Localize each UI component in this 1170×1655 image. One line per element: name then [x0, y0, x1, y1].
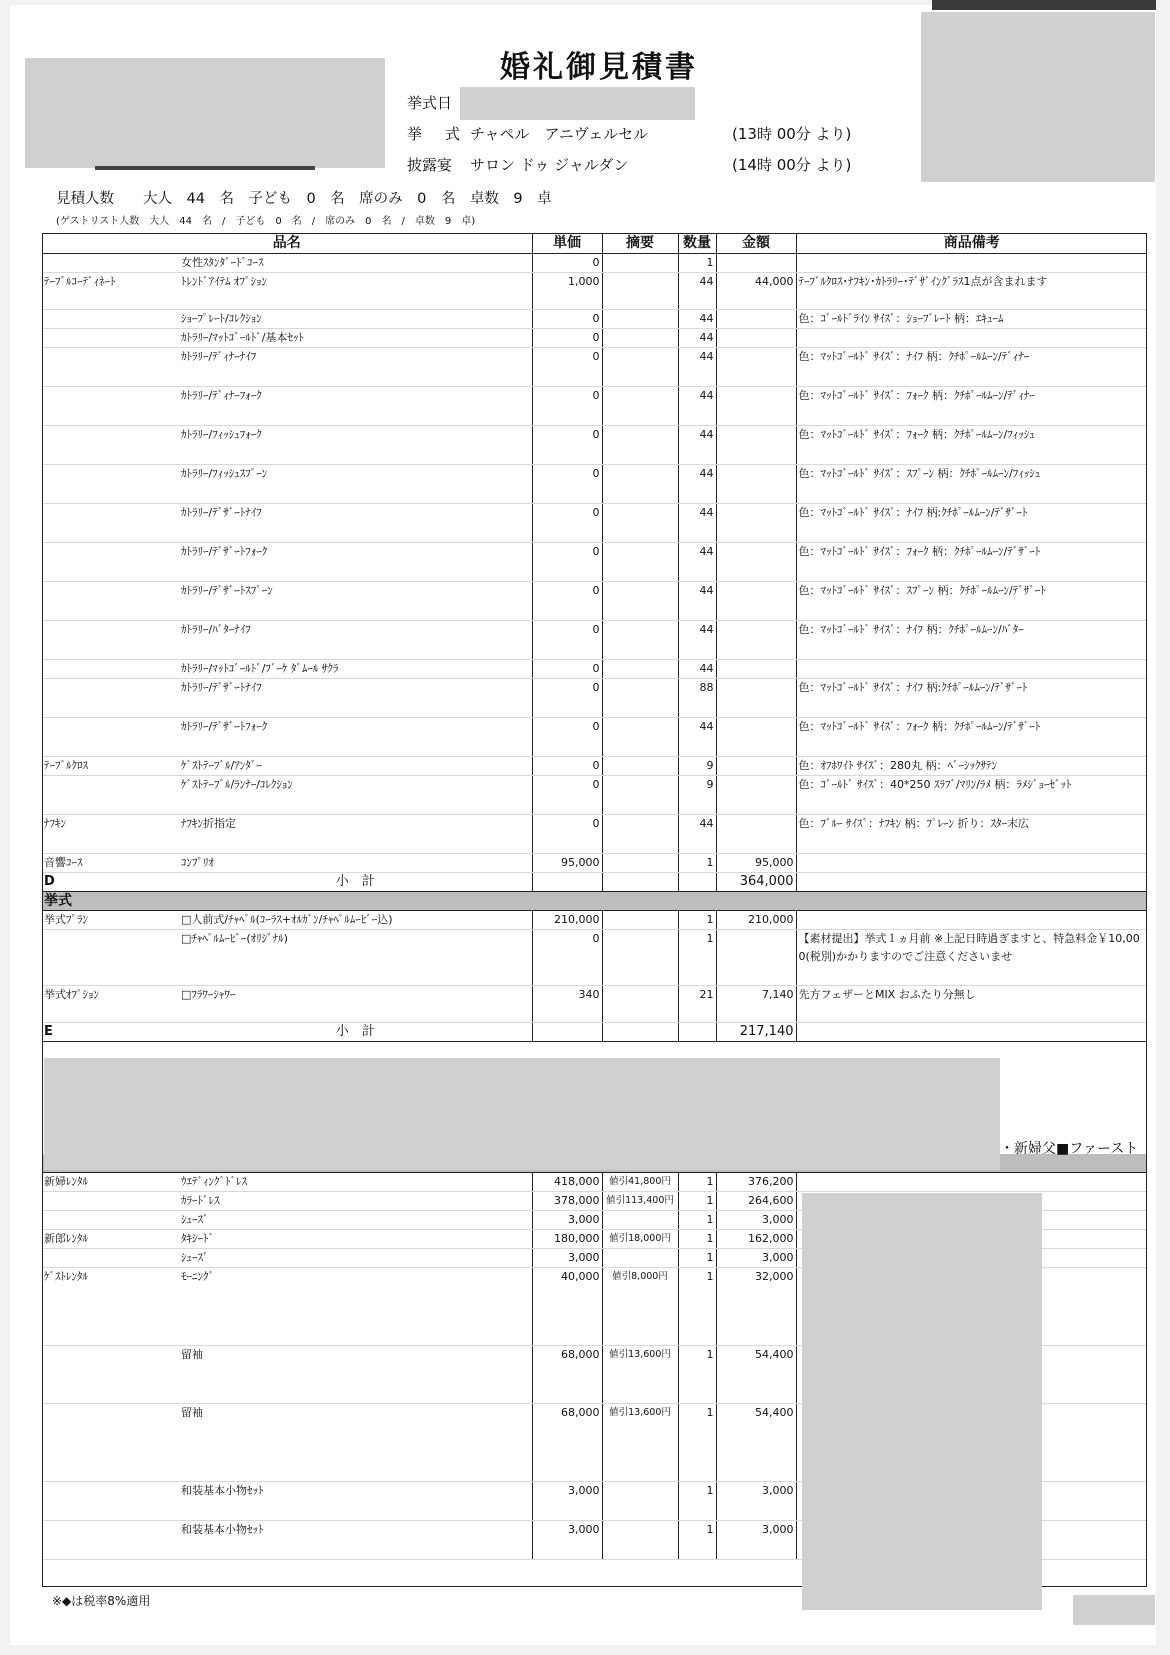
ceremony-label: 挙 式 [407, 125, 465, 143]
row-note [602, 1248, 678, 1267]
row-item: ｹﾞｽﾄﾃｰﾌﾞﾙ/ﾗﾝﾅｰ/ｺﾚｸｼｮﾝ [179, 776, 532, 815]
row-note [602, 776, 678, 815]
row-price: 0 [532, 930, 602, 986]
row-price: 0 [532, 582, 602, 621]
row-note [602, 679, 678, 718]
row-price: 3,000 [532, 1248, 602, 1267]
row-item: ｶﾄﾗﾘｰ/ﾏｯﾄｺﾞｰﾙﾄﾞ/基本ｾｯﾄ [179, 329, 532, 348]
row-qty: 1 [678, 930, 716, 986]
subtotal-row [42, 1023, 1147, 1042]
row-category: 音響ｺｰｽ [42, 854, 179, 873]
row-item: ｶﾗｰﾄﾞﾚｽ [179, 1191, 532, 1210]
row-category [42, 254, 179, 273]
row-amount [716, 254, 796, 273]
row-note [602, 329, 678, 348]
row-item: 和装基本小物ｾｯﾄ [179, 1481, 532, 1520]
row-category [42, 1403, 179, 1481]
row-price: 0 [532, 543, 602, 582]
row-category [42, 504, 179, 543]
row-price: 0 [532, 776, 602, 815]
table-row [42, 621, 1147, 660]
row-remark: 色：ﾏｯﾄｺﾞｰﾙﾄﾞ ｻｲｽﾞ：ﾌｫｰｸ 柄：ｸﾁﾎﾟｰﾙﾑｰﾝ/ﾃﾞｻﾞｰﾄ [796, 718, 1147, 757]
table-row [42, 911, 1147, 930]
table-row [42, 679, 1147, 718]
row-category [42, 348, 179, 387]
col-item: 品名 [42, 233, 532, 254]
table-row [42, 660, 1147, 679]
row-amount: 44,000 [716, 273, 796, 310]
row-qty: 1 [678, 1172, 716, 1191]
col-amount: 金額 [716, 233, 796, 254]
row-amount [716, 757, 796, 776]
row-qty: 1 [678, 1481, 716, 1520]
row-amount: 162,000 [716, 1229, 796, 1248]
guest-summary: 見積人数 大人 44 名 子ども 0 名 席のみ 0 名 卓数 9 卓 [56, 191, 552, 207]
row-item: 留袖 [179, 1403, 532, 1481]
subtotal-empty-qty [678, 1023, 716, 1042]
row-remark: 色：ﾏｯﾄｺﾞｰﾙﾄﾞ ｻｲｽﾞ：ｽﾌﾟｰﾝ 柄：ｸﾁﾎﾟｰﾙﾑｰﾝ/ﾌｨｯｼｭ [796, 465, 1147, 504]
row-qty: 1 [678, 1520, 716, 1559]
row-note [602, 757, 678, 776]
row-price: 68,000 [532, 1403, 602, 1481]
row-note: 値引13,600円 [602, 1403, 678, 1481]
subtotal-label: 小 計 [179, 873, 532, 892]
row-category [42, 543, 179, 582]
table-row [42, 465, 1147, 504]
row-qty: 1 [678, 1403, 716, 1481]
table-row [42, 273, 1147, 310]
row-item: ｶﾄﾗﾘｰ/ﾃﾞｻﾞｰﾄﾌｫｰｸ [179, 718, 532, 757]
row-qty: 9 [678, 757, 716, 776]
row-item: □ﾌﾗﾜｰｼｬﾜｰ [179, 986, 532, 1023]
row-amount: 210,000 [716, 911, 796, 930]
row-category [42, 679, 179, 718]
date-label: 挙式日 [407, 94, 453, 112]
row-qty: 44 [678, 387, 716, 426]
row-price: 0 [532, 679, 602, 718]
row-category [42, 930, 179, 986]
row-category [42, 1481, 179, 1520]
row-remark: 色：ｵﾌﾎﾜｲﾄ ｻｲｽﾞ：280丸 柄：ﾍﾞｰｼｯｸｻﾃﾝ [796, 757, 1147, 776]
subtotal-empty-remark [796, 873, 1147, 892]
row-item: □人前式/ﾁｬﾍﾟﾙ(ｺｰﾗｽ+ｵﾙｶﾞﾝ/ﾁｬﾍﾟﾙﾑｰﾋﾞｰ込) [179, 911, 532, 930]
row-category [42, 465, 179, 504]
table-row [42, 426, 1147, 465]
col-price: 単価 [532, 233, 602, 254]
row-remark [796, 329, 1147, 348]
row-price: 0 [532, 348, 602, 387]
subtotal-empty-note [602, 1023, 678, 1042]
row-note [602, 1481, 678, 1520]
col-remark: 商品備考 [796, 233, 1147, 254]
row-remark: 色：ｺﾞｰﾙﾄﾞ ｻｲｽﾞ：40*250 ｽﾗﾌﾞ/ﾏﾘﾝ/ﾗﾒ 柄：ﾗﾒｼﾞｮｰｾﾞｯﾄ [796, 776, 1147, 815]
row-note [602, 582, 678, 621]
row-note [602, 660, 678, 679]
row-remark: ﾃｰﾌﾞﾙｸﾛｽ･ﾅﾌｷﾝ･ｶﾄﾗﾘｰ･ﾃﾞｻﾞｲﾝｸﾞﾗｽ1点が含まれます [796, 273, 1147, 310]
row-remark: 色：ﾏｯﾄｺﾞｰﾙﾄﾞ ｻｲｽﾞ：ﾌｫｰｸ 柄：ｸﾁﾎﾟｰﾙﾑｰﾝ/ﾃﾞｨﾅｰ [796, 387, 1147, 426]
row-category: 新婦ﾚﾝﾀﾙ [42, 1172, 179, 1191]
row-remark: 色：ﾏｯﾄｺﾞｰﾙﾄﾞ ｻｲｽﾞ：ﾅｲﾌ 柄：ｸﾁﾎﾟｰﾙﾑｰﾝ/ﾊﾞﾀｰ [796, 621, 1147, 660]
row-price: 0 [532, 465, 602, 504]
row-note [602, 1520, 678, 1559]
row-amount [716, 426, 796, 465]
col-note: 摘要 [602, 233, 678, 254]
row-item: ｶﾄﾗﾘｰ/ﾊﾞﾀｰﾅｲﾌ [179, 621, 532, 660]
row-note [602, 465, 678, 504]
row-qty: 1 [678, 1267, 716, 1345]
row-remark [796, 1172, 1147, 1191]
row-item: ｶﾄﾗﾘｰ/ﾃﾞｻﾞｰﾄﾅｲﾌ [179, 679, 532, 718]
row-item: ｶﾄﾗﾘｰ/ﾃﾞｨﾅｰﾅｲﾌ [179, 348, 532, 387]
subtotal-code: E [42, 1023, 179, 1042]
row-price: 0 [532, 310, 602, 329]
row-price: 418,000 [532, 1172, 602, 1191]
redacted-remarks-column [802, 1193, 1042, 1610]
row-category: ﾃｰﾌﾞﾙｸﾛｽ [42, 757, 179, 776]
ceremony-time: (13時 00分 より) [732, 125, 852, 143]
row-qty: 44 [678, 329, 716, 348]
row-remark: 色：ﾏｯﾄｺﾞｰﾙﾄﾞ ｻｲｽﾞ：ﾅｲﾌ 柄:ｸﾁﾎﾟｰﾙﾑｰﾝ/ﾃﾞｻﾞｰﾄ [796, 679, 1147, 718]
row-note [602, 1210, 678, 1229]
row-amount: 264,600 [716, 1191, 796, 1210]
row-amount [716, 543, 796, 582]
row-note [602, 854, 678, 873]
table-row [42, 387, 1147, 426]
row-price: 3,000 [532, 1481, 602, 1520]
row-note: 値引18,000円 [602, 1229, 678, 1248]
row-remark: 色：ﾏｯﾄｺﾞｰﾙﾄﾞ ｻｲｽﾞ：ﾅｲﾌ 柄:ｸﾁﾎﾟｰﾙﾑｰﾝ/ﾃﾞｻﾞｰﾄ [796, 504, 1147, 543]
row-category [42, 1210, 179, 1229]
row-amount [716, 815, 796, 854]
row-price: 1,000 [532, 273, 602, 310]
row-price: 180,000 [532, 1229, 602, 1248]
redacted-note-text: ・新婦父■ファースト [1000, 1141, 1139, 1157]
row-item: ｶﾄﾗﾘｰ/ﾃﾞｻﾞｰﾄﾅｲﾌ [179, 504, 532, 543]
row-category [42, 582, 179, 621]
row-price: 0 [532, 660, 602, 679]
row-item: ｶﾄﾗﾘｰ/ﾃﾞｻﾞｰﾄﾌｫｰｸ [179, 543, 532, 582]
row-remark [796, 911, 1147, 930]
row-qty: 44 [678, 426, 716, 465]
row-item: ｶﾄﾗﾘｰ/ﾌｨｯｼｭﾌｫｰｸ [179, 426, 532, 465]
subtotal-empty-note [602, 873, 678, 892]
underline [95, 166, 315, 170]
row-remark: 先方フェザーとMIX おふたり分無し [796, 986, 1147, 1023]
subtotal-amount: 217,140 [716, 1023, 796, 1042]
row-category [42, 310, 179, 329]
row-category [42, 1248, 179, 1267]
col-qty: 数量 [678, 233, 716, 254]
row-qty: 1 [678, 1210, 716, 1229]
row-price: 340 [532, 986, 602, 1023]
row-amount: 95,000 [716, 854, 796, 873]
row-item: ｶﾄﾗﾘｰ/ﾏｯﾄｺﾞｰﾙﾄﾞ/ﾌﾞｰｹ ﾀﾞﾑｰﾙ ｻｸﾗ [179, 660, 532, 679]
row-category: ｹﾞｽﾄﾚﾝﾀﾙ [42, 1267, 179, 1345]
row-note: 値引113,400円 [602, 1191, 678, 1210]
row-note [602, 543, 678, 582]
row-remark: 色：ﾏｯﾄｺﾞｰﾙﾄﾞ ｻｲｽﾞ：ｽﾌﾟｰﾝ 柄：ｸﾁﾎﾟｰﾙﾑｰﾝ/ﾃﾞｻﾞｰﾄ [796, 582, 1147, 621]
table-row [42, 757, 1147, 776]
row-price: 0 [532, 757, 602, 776]
row-category [42, 1191, 179, 1210]
row-category [42, 660, 179, 679]
row-remark: 色：ﾌﾞﾙｰ ｻｲｽﾞ：ﾅﾌｷﾝ 柄：ﾌﾟﾚｰﾝ 折り：ｽﾀｰ末広 [796, 815, 1147, 854]
row-qty: 1 [678, 254, 716, 273]
row-remark: 色：ﾏｯﾄｺﾞｰﾙﾄﾞ ｻｲｽﾞ：ﾌｫｰｸ 柄：ｸﾁﾎﾟｰﾙﾑｰﾝ/ﾃﾞｻﾞｰﾄ [796, 543, 1147, 582]
row-qty: 1 [678, 1229, 716, 1248]
row-price: 0 [532, 329, 602, 348]
row-note [602, 815, 678, 854]
row-price: 210,000 [532, 911, 602, 930]
row-amount [716, 621, 796, 660]
section-header [42, 892, 1147, 911]
row-category [42, 329, 179, 348]
table-row [42, 776, 1147, 815]
row-amount [716, 776, 796, 815]
row-qty: 44 [678, 348, 716, 387]
ceremony-venue: チャペル アニヴェルセル [470, 125, 649, 143]
row-amount: 3,000 [716, 1248, 796, 1267]
row-amount [716, 348, 796, 387]
row-item: 和装基本小物ｾｯﾄ [179, 1520, 532, 1559]
section-label: 挙式 [42, 892, 1147, 911]
document-title: 婚礼御見積書 [500, 50, 698, 85]
row-category [42, 1345, 179, 1403]
table-row [42, 815, 1147, 854]
row-price: 0 [532, 426, 602, 465]
row-price: 40,000 [532, 1267, 602, 1345]
row-amount: 7,140 [716, 986, 796, 1023]
row-note [602, 621, 678, 660]
table-row [42, 254, 1147, 273]
row-price: 3,000 [532, 1520, 602, 1559]
top-bar [932, 0, 1156, 10]
row-item: ｳｴﾃﾞｨﾝｸﾞﾄﾞﾚｽ [179, 1172, 532, 1191]
row-note [602, 426, 678, 465]
row-amount [716, 930, 796, 986]
row-remark: 色：ｺﾞｰﾙﾄﾞﾗｲﾝ ｻｲｽﾞ：ｼｮｰﾌﾟﾚｰﾄ 柄：ｴｷｭｰﾑ [796, 310, 1147, 329]
row-note [602, 387, 678, 426]
row-item: ﾓｰﾆﾝｸﾞ [179, 1267, 532, 1345]
table-row [42, 854, 1147, 873]
row-amount [716, 504, 796, 543]
subtotal-row [42, 873, 1147, 892]
row-note [602, 986, 678, 1023]
row-amount: 3,000 [716, 1481, 796, 1520]
subtotal-empty-remark [796, 1023, 1147, 1042]
table-row [42, 543, 1147, 582]
row-amount [716, 387, 796, 426]
row-note [602, 911, 678, 930]
table-row [42, 986, 1147, 1023]
redacted-date [460, 87, 695, 120]
row-qty: 44 [678, 504, 716, 543]
table-row [42, 1172, 1147, 1191]
row-qty: 44 [678, 543, 716, 582]
row-qty: 21 [678, 986, 716, 1023]
row-qty: 44 [678, 465, 716, 504]
row-category [42, 387, 179, 426]
row-remark [796, 854, 1147, 873]
row-item: ｼｮｰﾌﾟﾚｰﾄ/ｺﾚｸｼｮﾝ [179, 310, 532, 329]
row-category: 挙式ﾌﾟﾗﾝ [42, 911, 179, 930]
row-amount [716, 718, 796, 757]
row-price: 0 [532, 254, 602, 273]
row-category [42, 621, 179, 660]
row-price: 0 [532, 504, 602, 543]
row-category [42, 426, 179, 465]
redacted-footer-stamp [1073, 1595, 1155, 1625]
subtotal-amount: 364,000 [716, 873, 796, 892]
row-amount: 3,000 [716, 1520, 796, 1559]
row-category: ﾃｰﾌﾞﾙｺｰﾃﾞｨﾈｰﾄ [42, 273, 179, 310]
row-note [602, 273, 678, 310]
row-qty: 1 [678, 854, 716, 873]
redacted-notes-block [44, 1058, 1000, 1170]
row-amount [716, 329, 796, 348]
row-amount: 32,000 [716, 1267, 796, 1345]
row-category: 挙式ｵﾌﾟｼｮﾝ [42, 986, 179, 1023]
row-amount [716, 679, 796, 718]
row-category [42, 776, 179, 815]
row-qty: 44 [678, 621, 716, 660]
table-row [42, 718, 1147, 757]
row-qty: 1 [678, 911, 716, 930]
row-price: 0 [532, 387, 602, 426]
subtotal-empty-price [532, 873, 602, 892]
row-remark: 色：ﾏｯﾄｺﾞｰﾙﾄﾞ ｻｲｽﾞ：ﾅｲﾌ 柄：ｸﾁﾎﾟｰﾙﾑｰﾝ/ﾃﾞｨﾅｰ [796, 348, 1147, 387]
row-note [602, 504, 678, 543]
row-note [602, 930, 678, 986]
row-price: 68,000 [532, 1345, 602, 1403]
row-item: ｹﾞｽﾄﾃｰﾌﾞﾙ/ｱﾝﾀﾞｰ [179, 757, 532, 776]
row-category: ﾅﾌｷﾝ [42, 815, 179, 854]
reception-venue: サロン ドゥ ジャルダン [470, 156, 629, 174]
row-item: 女性ｽﾀﾝﾀﾞｰﾄﾞｺｰｽ [179, 254, 532, 273]
row-item: 留袖 [179, 1345, 532, 1403]
reception-time: (14時 00分 より) [732, 156, 852, 174]
row-amount [716, 310, 796, 329]
table-row [42, 582, 1147, 621]
row-note [602, 348, 678, 387]
row-price: 3,000 [532, 1210, 602, 1229]
row-qty: 44 [678, 815, 716, 854]
row-qty: 44 [678, 660, 716, 679]
row-item: ｼｭｰｽﾞ [179, 1248, 532, 1267]
row-price: 378,000 [532, 1191, 602, 1210]
row-note: 値引13,600円 [602, 1345, 678, 1403]
row-item: □ﾁｬﾍﾟﾙﾑｰﾋﾞｰ(ｵﾘｼﾞﾅﾙ) [179, 930, 532, 986]
row-qty: 88 [678, 679, 716, 718]
table-row [42, 329, 1147, 348]
row-price: 0 [532, 815, 602, 854]
reception-label: 披露宴 [407, 156, 453, 174]
row-qty: 1 [678, 1191, 716, 1210]
row-item: ｶﾄﾗﾘｰ/ﾃﾞｨﾅｰﾌｫｰｸ [179, 387, 532, 426]
row-item: ｺﾝﾌﾟﾘｵ [179, 854, 532, 873]
row-item: ｼｭｰｽﾞ [179, 1210, 532, 1229]
row-amount: 3,000 [716, 1210, 796, 1229]
row-item: ﾅﾌｷﾝ折指定 [179, 815, 532, 854]
footer-note: ※◆は税率8%適用 [52, 1594, 151, 1608]
row-remark: 【素材提出】挙式１ヵ月前 ※上記日時過ぎますと、特急料金￥10,000(税別)かかりますのでご注意くださいませ [796, 930, 1147, 986]
subtotal-code: D [42, 873, 179, 892]
row-amount [716, 582, 796, 621]
subtotal-label: 小 計 [179, 1023, 532, 1042]
guestlist-summary: (ゲストリスト人数 大人 44 名 / 子ども 0 名 / 席のみ 0 名 / 卓数 9 卓) [56, 216, 476, 227]
row-category [42, 1520, 179, 1559]
table-row [42, 348, 1147, 387]
row-price: 95,000 [532, 854, 602, 873]
row-amount: 54,400 [716, 1345, 796, 1403]
row-item: ﾀｷｼｰﾄﾞ [179, 1229, 532, 1248]
row-amount [716, 660, 796, 679]
redacted-logo-block [921, 12, 1155, 182]
row-category: 新郎ﾚﾝﾀﾙ [42, 1229, 179, 1248]
row-remark [796, 254, 1147, 273]
row-amount: 376,200 [716, 1172, 796, 1191]
row-price: 0 [532, 621, 602, 660]
row-price: 0 [532, 718, 602, 757]
row-qty: 44 [678, 310, 716, 329]
row-qty: 44 [678, 273, 716, 310]
row-qty: 9 [678, 776, 716, 815]
row-note: 値引8,000円 [602, 1267, 678, 1345]
row-remark: 色：ﾏｯﾄｺﾞｰﾙﾄﾞ ｻｲｽﾞ：ﾌｫｰｸ 柄：ｸﾁﾎﾟｰﾙﾑｰﾝ/ﾌｨｯｼｭ [796, 426, 1147, 465]
row-item: ｶﾄﾗﾘｰ/ﾌｨｯｼｭｽﾌﾟｰﾝ [179, 465, 532, 504]
subtotal-empty-qty [678, 873, 716, 892]
row-remark [796, 660, 1147, 679]
row-item: ｶﾄﾗﾘｰ/ﾃﾞｻﾞｰﾄｽﾌﾟｰﾝ [179, 582, 532, 621]
table-row [42, 930, 1147, 986]
row-amount [716, 465, 796, 504]
table-row [42, 504, 1147, 543]
row-note [602, 310, 678, 329]
table-header [42, 233, 1147, 254]
row-note [602, 718, 678, 757]
row-note: 値引41,800円 [602, 1172, 678, 1191]
row-item: ﾄﾚﾝﾄﾞｱｲﾃﾑ ｵﾌﾟｼｮﾝ [179, 273, 532, 310]
row-qty: 44 [678, 718, 716, 757]
redacted-address-block [25, 58, 385, 168]
row-qty: 1 [678, 1248, 716, 1267]
row-note [602, 254, 678, 273]
row-amount: 54,400 [716, 1403, 796, 1481]
subtotal-empty-price [532, 1023, 602, 1042]
row-qty: 1 [678, 1345, 716, 1403]
table-row [42, 310, 1147, 329]
row-category [42, 718, 179, 757]
row-qty: 44 [678, 582, 716, 621]
